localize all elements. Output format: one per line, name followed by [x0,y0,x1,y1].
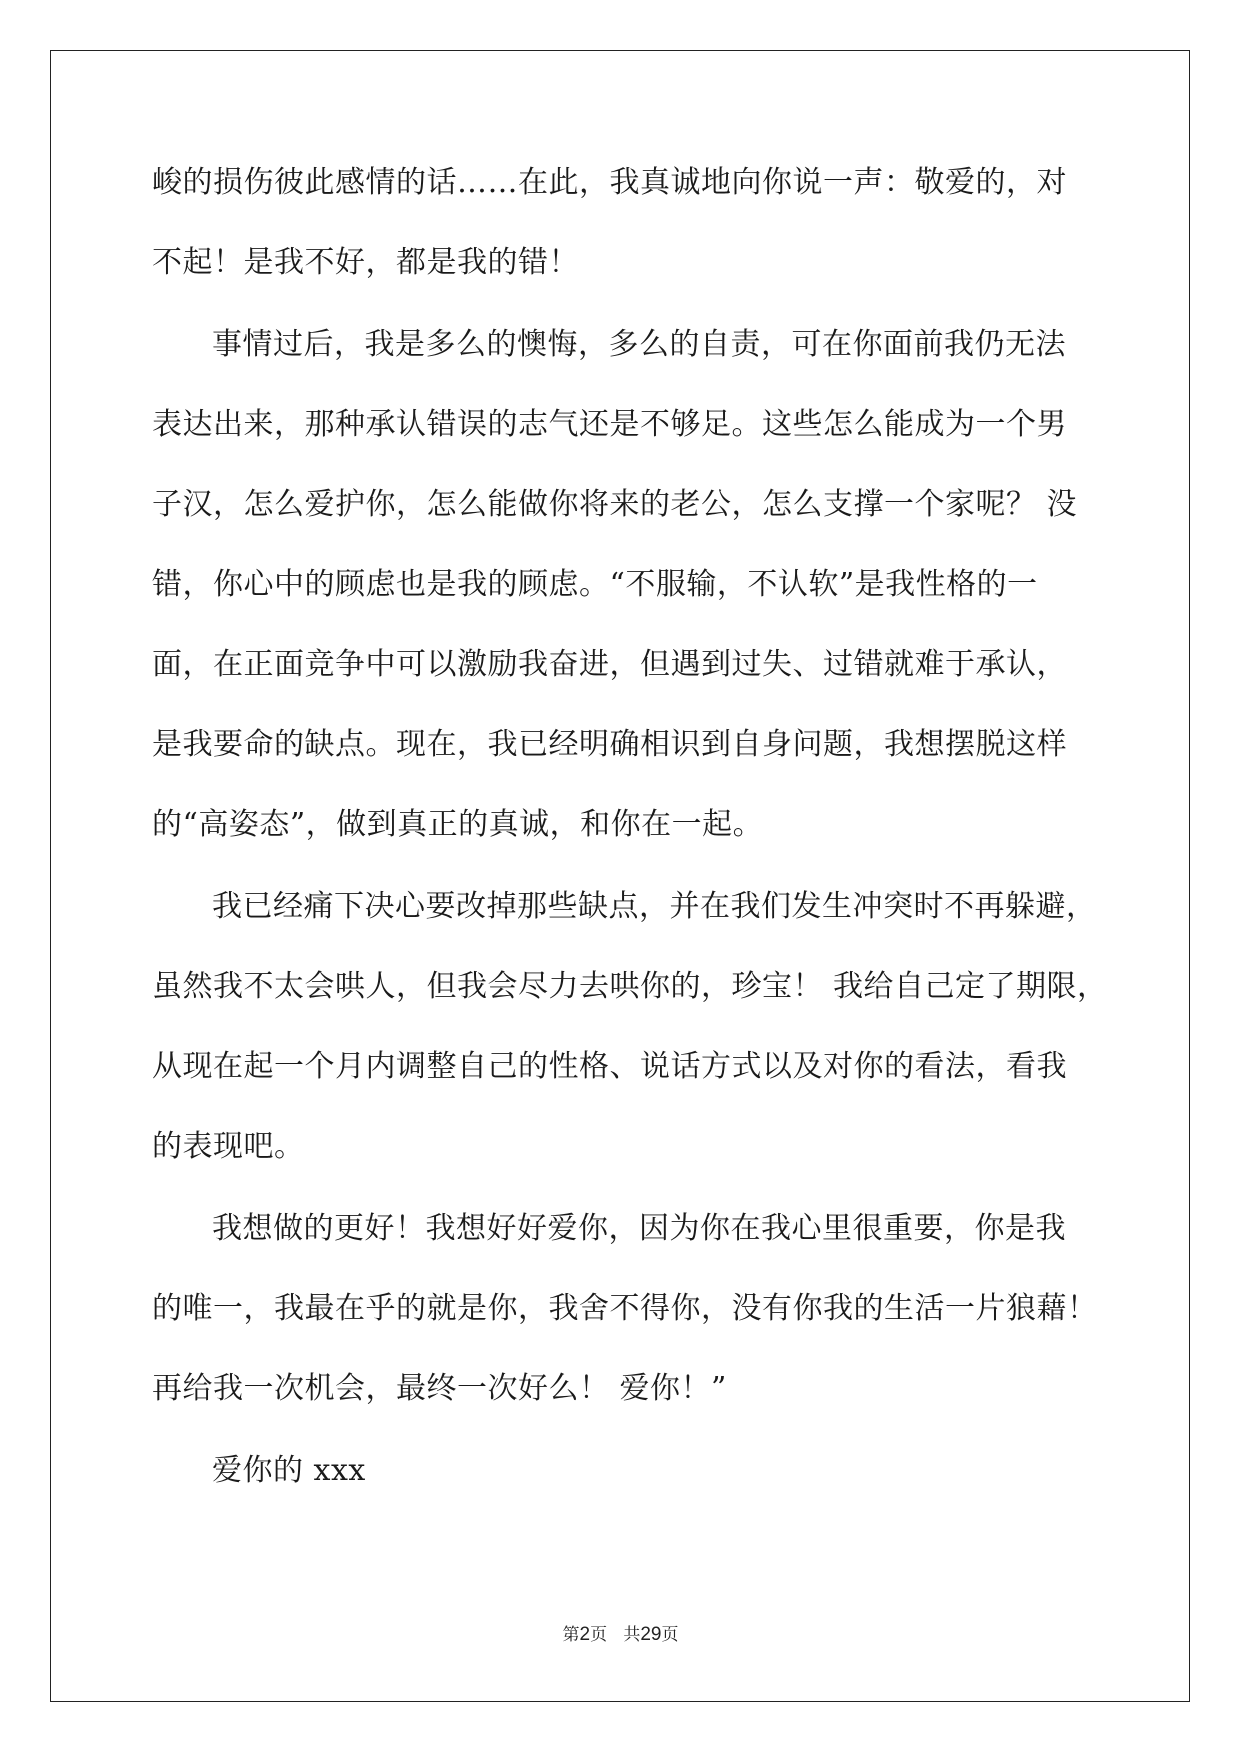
page-suffix: 页 [590,1625,608,1645]
body-line: 从现在起一个月内调整自己的性格、说话方式以及对你的看法，看我 [152,1049,1067,1084]
body-line: 再给我一次机会，最终一次好么！ 爱你！” [152,1371,727,1406]
body-line: 不起！是我不好，都是我的错！ [152,245,579,280]
body-line: 是我要命的缺点。现在，我已经明确相识到自身问题，我想摆脱这样 [152,727,1067,762]
body-line: 的“高姿态”，做到真正的真诚，和你在一起。 [152,807,764,842]
body-line: 虽然我不太会哄人，但我会尽力去哄你的，珍宝！ 我给自己定了期限， [152,969,1108,1004]
body-line: 表达出来，那种承认错误的志气还是不够足。这些怎么能成为一个男 [152,407,1067,442]
body-line: 子汉，怎么爱护你，怎么能做你将来的老公，怎么支撑一个家呢？ 没 [152,487,1078,522]
body-line: 的唯一，我最在乎的就是你，我舍不得你，没有你我的生活一片狼藉！ [152,1291,1098,1326]
body-line: 面，在正面竞争中可以激励我奋进，但遇到过失、过错就难于承认， [152,647,1067,682]
page-number: 2 [579,1624,591,1645]
body-line: 的表现吧。 [152,1129,305,1164]
paragraph-start-line: 我已经痛下决心要改掉那些缺点，并在我们发生冲突时不再躲避， [212,889,1097,924]
total-prefix: 共 [623,1625,641,1645]
body-line: 峻的损伤彼此感情的话……在此，我真诚地向你说一声：敬爱的，对 [152,165,1067,200]
body-line: 错，你心中的顾虑也是我的顾虑。“不服输，不认软”是我性格的一 [152,567,1038,602]
total-pages: 29 [640,1624,662,1645]
total-suffix: 页 [661,1625,679,1645]
signature-line: 爱你的 xxx [212,1453,366,1488]
page-footer [0,1620,1241,1646]
paragraph-start-line: 我想做的更好！我想好好爱你，因为你在我心里很重要，你是我 [212,1211,1066,1246]
paragraph-start-line: 事情过后，我是多么的懊悔，多么的自责，可在你面前我仍无法 [212,327,1066,362]
page-prefix: 第 [562,1625,580,1645]
